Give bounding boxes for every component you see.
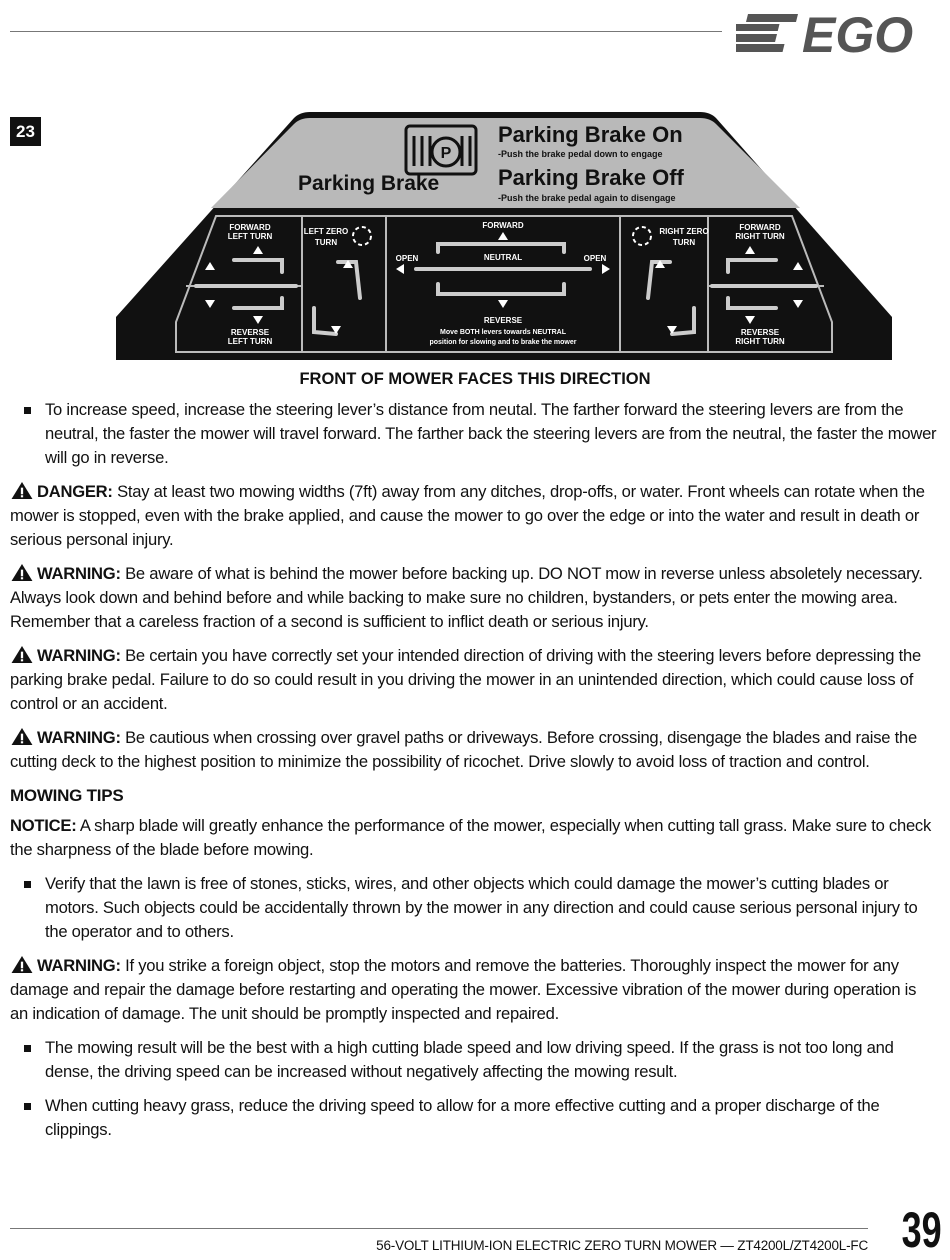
warning-text: Be aware of what is behind the mower before backing up. DO NOT mow in reverse unless absoletely necessary. Always look down and behind before and while backing to make sure no children, bystanders, or pets enter the mowing area. Remember that a careless fraction of a second is sufficient to inflict death or serious injury. [10,564,923,631]
warning-paragraph [10,644,938,716]
footer-product-title: 56-VOLT LITHIUM-ION ELECTRIC ZERO TURN MOWER — ZT4200L/ZT4200L-FC [376,1238,868,1253]
danger-paragraph [10,480,938,552]
notice-paragraph [10,814,938,862]
reverse-right-turn-1: REVERSE [740,328,780,337]
warning-text: Be cautious when crossing over gravel paths or driveways. Before crossing, disengage the blades and raise the cutting deck to the highest position to minimize the possibility of ricochet. Drive slowly to avoid loss of traction and control. [10,728,917,771]
open-right-label: OPEN [583,254,607,263]
figure-number: 23 [10,117,41,146]
left-zero-turn-2: TURN [314,238,338,247]
figure-caption: FRONT OF MOWER FACES THIS DIRECTION [299,370,651,388]
bullet-item [10,872,938,944]
bullet-item [10,1094,938,1142]
warning-triangle-icon [10,645,34,664]
danger-text: Stay at least two mowing widths (7ft) away from any ditches, drop-offs, or water. Front wheels can rotate when the mower is stopped, even with the brake applied, and cause the mower to go over the edge or into the water and result in death or serious personal injury. [10,482,925,549]
bullet-square-icon [24,1045,31,1052]
bullet-square-icon [24,1103,31,1110]
control-panel-diagram [116,112,892,360]
warning-triangle-icon [10,481,34,500]
reverse-note-2: position for slowing and to brake the mower [429,339,577,346]
warning-text: Be certain you have correctly set your intended direction of driving with the steering levers before depressing the parking brake pedal. Failure to do so could result in you driving the mower in an unintended direction, which could cause loss of control or an accident. [10,646,921,713]
forward-left-turn-1: FORWARD [229,223,271,232]
section-title: MOWING TIPS [10,786,124,805]
bullet-text: Verify that the lawn is free of stones, sticks, wires, and other objects which could damage the mower’s cutting blades or motors. Such objects could be accidentally thrown by the mower in any direction and could cause serious personal injury to the operator and to others. [45,874,918,941]
logo-text: EGO [802,7,914,56]
bullet-square-icon [24,407,31,414]
bullet-text: To increase speed, increase the steering lever’s distance from neutal. The farther forward the steering levers are from the neutral, the faster the mower will travel forward. The farther back the steering levers are from the neutral, the faster the mower will go in reverse. [45,400,937,467]
neutral-label: NEUTRAL [483,253,523,262]
warning-triangle-icon [10,727,34,746]
warning-paragraph [10,954,938,1026]
warning-triangle-icon [10,955,34,974]
forward-right-turn-2: RIGHT TURN [735,232,785,241]
bullet-square-icon [24,881,31,888]
notice-label: NOTICE: [10,816,77,835]
left-zero-turn-1: LEFT ZERO [303,227,349,236]
right-zero-turn-2: TURN [672,238,696,247]
warning-triangle-icon [10,563,34,582]
warning-label: WARNING: [37,956,121,975]
notice-text: A sharp blade will greatly enhance the performance of the mower, especially when cutting tall grass. Make sure to check the sharpness of the blade before mowing. [10,816,932,859]
bullet-text: The mowing result will be the best with a high cutting blade speed and low driving speed. If the grass is not too long and dense, the driving speed can be increased without negatively affecting the mowing result. [45,1038,894,1081]
danger-label: DANGER: [37,482,113,501]
forward-label: FORWARD [482,221,524,230]
footer-rule [10,1228,868,1229]
forward-right-turn-1: FORWARD [739,223,781,232]
warning-paragraph [10,726,938,774]
right-zero-turn-1: RIGHT ZERO [659,227,709,236]
warning-label: WARNING: [37,646,121,665]
brake-off-sub: -Push the brake pedal again to disengage [498,193,676,203]
open-left-label: OPEN [395,254,419,263]
brake-on-sub: -Push the brake pedal down to engage [498,149,663,159]
page-number: 39 [901,1202,942,1258]
reverse-note-1: Move BOTH levers towards NEUTRAL [439,329,567,336]
reverse-right-turn-2: RIGHT TURN [735,337,785,346]
reverse-label: REVERSE [483,316,523,325]
main-content [10,398,938,1152]
reverse-left-turn-1: REVERSE [230,328,270,337]
bullet-item [10,398,938,470]
warning-label: WARNING: [37,564,121,583]
parking-brake-label: Parking Brake [298,172,440,195]
warning-paragraph [10,562,938,634]
ego-logo [736,6,942,56]
warning-label: WARNING: [37,728,121,747]
bullet-item [10,1036,938,1084]
brake-off-title: Parking Brake Off [498,165,684,190]
warning-text: If you strike a foreign object, stop the motors and remove the batteries. Thoroughly inspect the mower for any damage and repair the damage before restarting and operating the mower. Excessive vibration of the mower during operation is an indication of damage. The unit should be promptly inspected and repaired. [10,956,917,1023]
header-rule [10,31,722,32]
svg-text:P: P [440,145,452,162]
forward-left-turn-2: LEFT TURN [227,232,273,241]
brake-on-title: Parking Brake On [498,122,683,147]
reverse-left-turn-2: LEFT TURN [227,337,273,346]
bullet-text: When cutting heavy grass, reduce the driving speed to allow for a more effective cutting and a proper discharge of the clippings. [45,1096,880,1139]
